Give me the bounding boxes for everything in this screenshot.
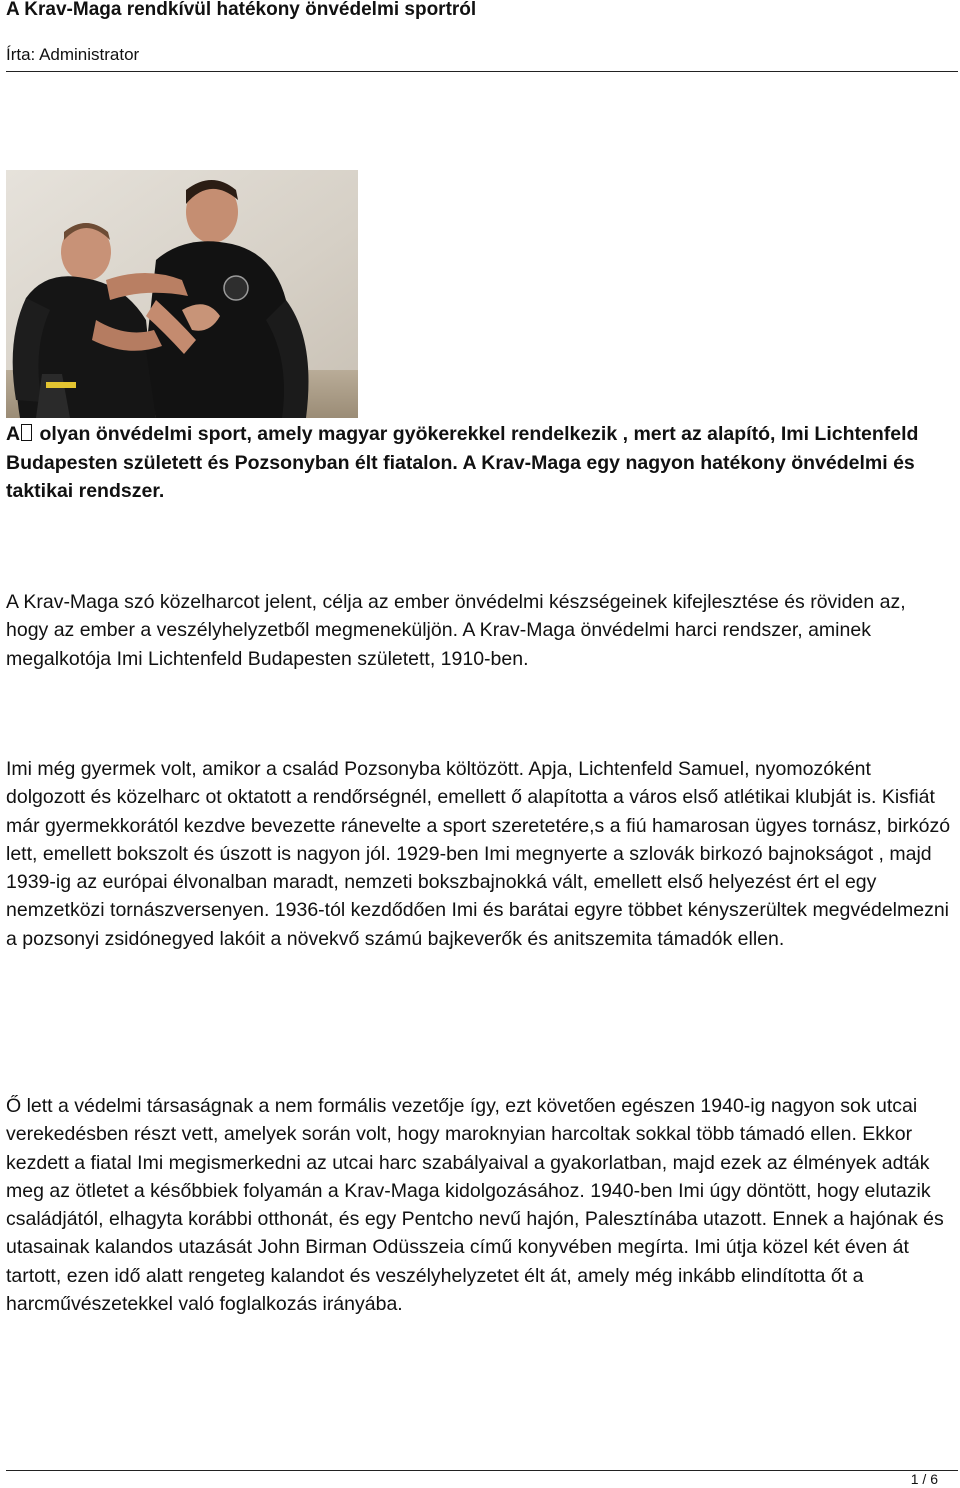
page-number: 1 / 6 <box>910 1471 938 1487</box>
intro-text: olyan önvédelmi sport, amely magyar gyökerekkel rendelkezik , mert az alapító, Imi Lichtenfeld Budapesten született és Pozsonyban élt fiatalon. A Krav-Maga egy nagyon hatékony önvédelmi és taktikai rendszer. <box>6 423 919 503</box>
intro-paragraph <box>6 420 946 506</box>
author-line: Írta: Administrator <box>6 45 140 64</box>
footer-divider <box>6 1470 958 1471</box>
body-paragraph-1: A Krav-Maga szó közelharcot jelent, célja az ember önvédelmi készségeinek kifejlesztése és röviden az, hogy az ember a veszélyhelyzetből megmeneküljön. A Krav-Maga önvédelmi harci rendszer, aminek megalkotója Imi Lichtenfeld Budapesten született, 1910-ben. <box>6 591 906 670</box>
document-title: A Krav-Maga rendkívül hatékony önvédelmi sportról <box>6 0 477 20</box>
intro-lead-letter: A <box>6 423 21 445</box>
header-divider <box>6 71 958 72</box>
missing-glyph-box-icon <box>21 424 32 441</box>
body-paragraph-3: Ő lett a védelmi társaságnak a nem formális vezetője így, ezt követően egészen 1940-ig nagyon sok utcai verekedésben részt vett, amelyek során volt, hogy maroknyian harcoltak sokkal több támadó ellen. Ekkor kezdett a fiatal Imi megismerkedni az utcai harc szabályaival a gyakorlatban, majd ezek az élmények adták meg az ötletet a későbbiek folyamán a Krav-Maga kidolgozásához. 1940-ben Imi úgy döntött, hogy elutazik családjától, elhagyta korábbi otthonát, és egy Pentcho nevű hajón, Palesztínába utazott. Ennek a hajónak és utasainak kalandos utazását John Birman Odüsszeia című konyvében megírta. Imi útja közel két éven át tartott, ezen idő alatt rengeteg kalandot és veszélyhelyzetet élt át, amely még inkább elindította őt a harcművészetekkel való foglalkozás irányába. <box>6 1095 944 1316</box>
article-photo <box>6 170 358 418</box>
body-paragraph-2: Imi még gyermek volt, amikor a család Pozsonyba költözött. Apja, Lichtenfeld Samuel, nyomozóként dolgozott és közelharc ot oktatott a rendőrségnél, emellett ő alapította a város első atlétikai klubját is. Kisfiát már gyermekkorától kezdve bevezette ránevelte a sport szeretetére,s a fiú hamarosan ügyes tornász, birkózó lett, emellett bokszolt és úszott is nagyon jól. 1929-ben Imi megnyerte a szlovák birkozó bajnokságot , majd 1939-ig az európai élvonalban maradt, nemzeti bokszbajnokká vált, emellett első helyezést ért el egy nemzetközi tornászversenyen. 1936-tól kezdődően Imi és barátai egyre többet kényszerültek megvédelmezni a pozsonyi zsidónegyed lakóit a növekvő számú bajkeverők és anitszemita támadók ellen. <box>6 758 951 950</box>
